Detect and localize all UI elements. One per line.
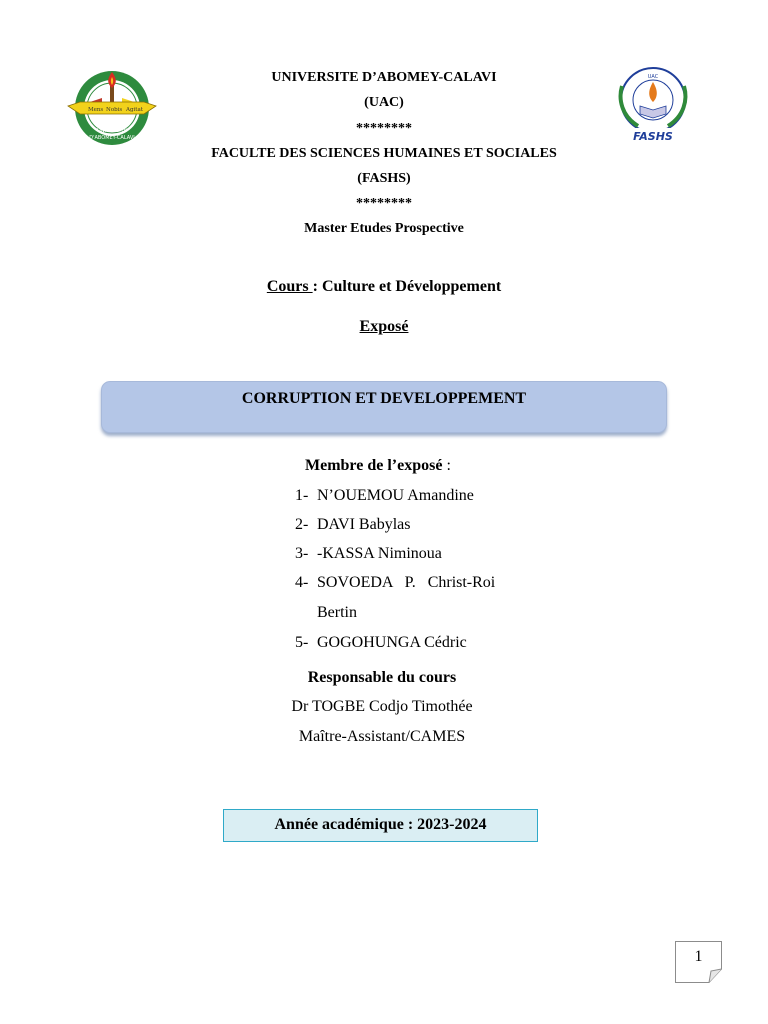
faculty-abbr: (FASHS) (357, 171, 411, 186)
members-heading (305, 457, 451, 475)
supervisor-name: Dr TOGBE Codjo Timothée (291, 698, 473, 715)
supervisor-heading: Responsable du cours (307, 669, 457, 686)
member-number: 4- (295, 574, 309, 591)
svg-text:Nobis: Nobis (106, 107, 123, 113)
svg-text:Agitat: Agitat (126, 107, 143, 113)
svg-text:UAC: UAC (647, 74, 659, 80)
course-title: Culture et Développement (321, 278, 502, 295)
main-title-box (101, 381, 667, 433)
member-number: 2- (295, 516, 309, 533)
member-name: -KASSA Niminoua (317, 545, 442, 562)
course-label: Cours (266, 278, 313, 295)
separator-2: ******** (356, 196, 412, 211)
supervisor-title: Maître-Assistant/CAMES (298, 728, 466, 745)
member-name: GOGOHUNGA Cédric (317, 634, 467, 651)
course-line (0, 278, 768, 296)
member-name: SOVOEDA P. Christ-Roi (317, 574, 496, 591)
page-number-box (675, 941, 722, 983)
svg-text:FASHS: FASHS (633, 130, 673, 143)
page-number: 1 (694, 948, 703, 965)
member-name: Bertin (317, 604, 357, 621)
university-name: UNIVERSITE D’ABOMEY-CALAVI (271, 70, 497, 85)
svg-text:D'ABOMEY-CALAVI: D'ABOMEY-CALAVI (89, 135, 135, 141)
members-heading-text: Membre de l’exposé (305, 457, 443, 474)
separator-1: ******** (356, 121, 412, 136)
main-title: CORRUPTION ET DEVELOPPEMENT (241, 390, 527, 407)
svg-text:Mens: Mens (88, 107, 104, 113)
member-number: 1- (295, 487, 309, 504)
faculty-name: FACULTE DES SCIENCES HUMAINES ET SOCIALES (211, 146, 557, 161)
course-colon: : (312, 278, 322, 295)
member-number: 3- (295, 545, 309, 562)
academic-year: Année académique : 2023-2024 (274, 816, 487, 833)
program-name: Master Etudes Prospective (304, 221, 464, 236)
member-name: DAVI Babylas (317, 516, 411, 533)
doc-type: Exposé (359, 318, 409, 335)
svg-text:UNIVERSITE: UNIVERSITE (97, 128, 127, 134)
university-abbr: (UAC) (364, 95, 404, 110)
member-name: N’OUEMOU Amandine (317, 487, 474, 504)
members-heading-suffix: : (442, 457, 451, 474)
academic-year-box (223, 809, 538, 842)
member-number: 5- (295, 634, 309, 651)
